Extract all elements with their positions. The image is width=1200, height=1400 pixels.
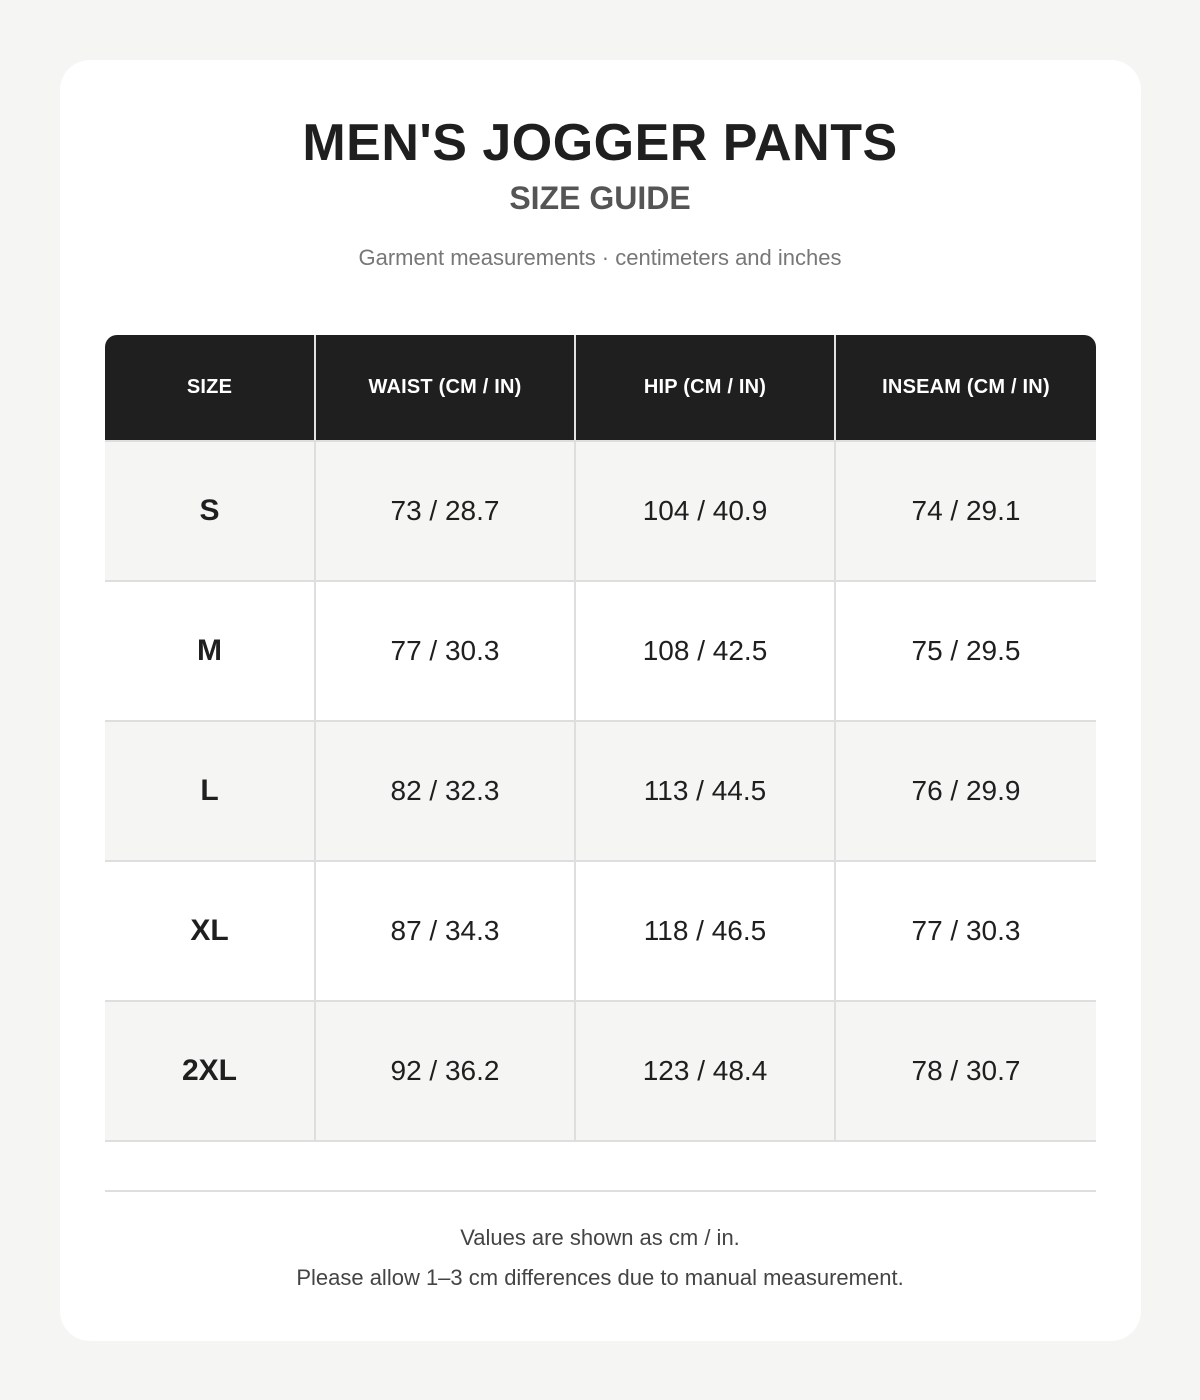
inseam-cell: 74 / 29.1 xyxy=(911,495,1021,526)
hip-cell: 108 / 42.5 xyxy=(576,582,836,720)
size-cell: 2XL xyxy=(105,1002,316,1140)
waist-cell: 92 / 36.2 xyxy=(316,1002,576,1140)
table-row xyxy=(105,582,1096,722)
waist-cell: 82 / 32.3 xyxy=(316,722,576,860)
size-cell: XL xyxy=(105,862,316,1000)
waist-cell: 77 / 30.3 xyxy=(316,582,576,720)
column-header-hip: HIP (CM / IN) xyxy=(576,335,836,440)
table-row xyxy=(105,440,1096,582)
footer-divider xyxy=(105,1190,1096,1192)
hip-cell: 123 / 48.4 xyxy=(576,1002,836,1140)
measurement-caption: Garment measurements · centimeters and inches xyxy=(358,245,842,270)
column-header-size: SIZE xyxy=(105,335,316,440)
column-header-inseam: INSEAM (CM / IN) xyxy=(882,376,1050,398)
inseam-cell: 75 / 29.5 xyxy=(911,635,1021,666)
size-cell: L xyxy=(105,722,316,860)
footnote-units: Values are shown as cm / in. xyxy=(460,1225,740,1250)
size-table xyxy=(105,335,1096,1142)
hip-cell: 113 / 44.5 xyxy=(576,722,836,860)
table-row xyxy=(105,722,1096,862)
page-subtitle: SIZE GUIDE xyxy=(509,180,691,216)
inseam-cell: 76 / 29.9 xyxy=(911,775,1021,806)
waist-cell: 87 / 34.3 xyxy=(316,862,576,1000)
footnote-tolerance: Please allow 1–3 cm differences due to manual measurement. xyxy=(296,1265,904,1290)
column-header-waist: WAIST (CM / IN) xyxy=(316,335,576,440)
size-cell: S xyxy=(105,442,316,580)
hip-cell: 118 / 46.5 xyxy=(576,862,836,1000)
table-header-row xyxy=(105,335,1096,440)
hip-cell: 104 / 40.9 xyxy=(576,442,836,580)
waist-cell: 73 / 28.7 xyxy=(316,442,576,580)
table-row xyxy=(105,1002,1096,1142)
size-cell: M xyxy=(105,582,316,720)
inseam-cell: 78 / 30.7 xyxy=(911,1055,1021,1086)
inseam-cell: 77 / 30.3 xyxy=(911,915,1021,946)
page-title: MEN'S JOGGER PANTS xyxy=(302,114,898,172)
table-row xyxy=(105,862,1096,1002)
